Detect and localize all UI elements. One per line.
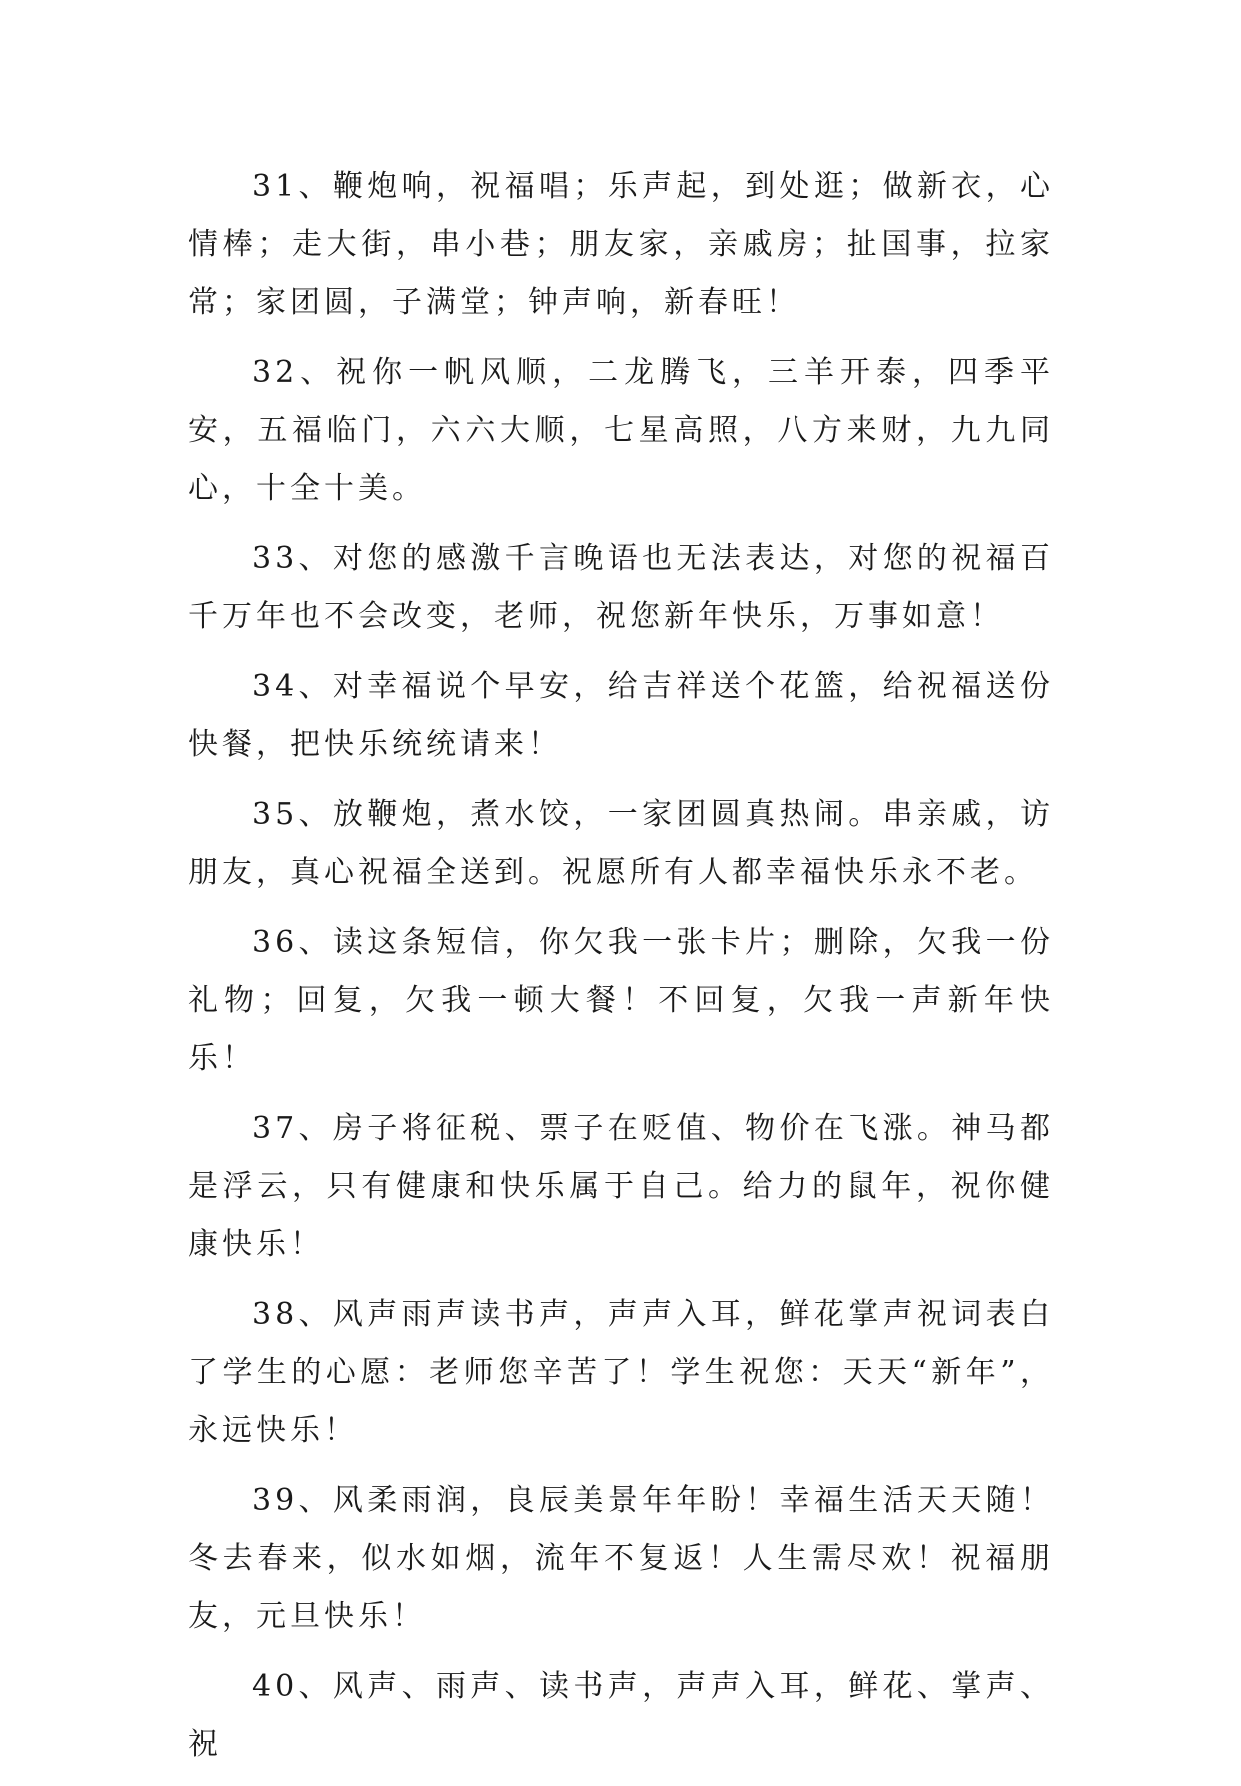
paragraph-32: 32、祝你一帆风顺，二龙腾飞，三羊开泰，四季平安，五福临门，六六大顺，七星高照，八方来财，九九同心，十全十美。 <box>188 355 1054 506</box>
paragraph-38: 38、风声雨声读书声，声声入耳，鲜花掌声祝词表白了学生的心愿：老师您辛苦了！学生祝您：天天“新年”，永远快乐！ <box>188 1297 1054 1448</box>
paragraph-39: 39、风柔雨润，良辰美景年年盼！幸福生活天天随！冬去春来，似水如烟，流年不复返！人生需尽欢！祝福朋友，元旦快乐！ <box>188 1483 1054 1634</box>
document-body <box>188 158 1054 1786</box>
paragraph-35: 35、放鞭炮，煮水饺，一家团圆真热闹。串亲戚，访朋友，真心祝福全送到。祝愿所有人都幸福快乐永不老。 <box>188 797 1054 890</box>
paragraph-33: 33、对您的感激千言晚语也无法表达，对您的祝福百千万年也不会改变，老师，祝您新年快乐，万事如意！ <box>188 541 1054 634</box>
paragraph-36: 36、读这条短信，你欠我一张卡片；删除，欠我一份礼物；回复，欠我一顿大餐！不回复，欠我一声新年快乐！ <box>188 925 1054 1076</box>
paragraph-37: 37、房子将征税、票子在贬值、物价在飞涨。神马都是浮云，只有健康和快乐属于自己。给力的鼠年，祝你健康快乐！ <box>188 1111 1054 1262</box>
paragraph-31: 31、鞭炮响，祝福唱；乐声起，到处逛；做新衣，心情棒；走大街，串小巷；朋友家，亲戚房；扯国事，拉家常；家团圆，子满堂；钟声响，新春旺！ <box>188 169 1054 320</box>
paragraph-34: 34、对幸福说个早安，给吉祥送个花篮，给祝福送份快餐，把快乐统统请来！ <box>188 669 1054 762</box>
paragraph-40: 40、风声、雨声、读书声，声声入耳，鲜花、掌声、祝 <box>188 1669 1054 1762</box>
